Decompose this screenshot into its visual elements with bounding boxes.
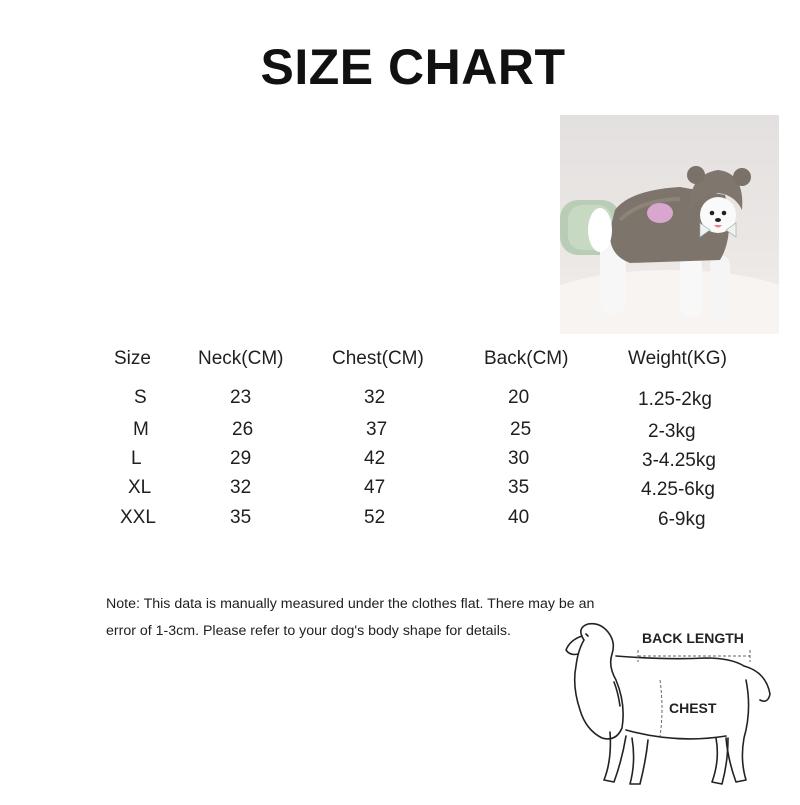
- table-cell: 1.25-2kg: [638, 389, 712, 410]
- table-cell: 2-3kg: [648, 421, 696, 442]
- header-chest: Chest(CM): [332, 348, 424, 369]
- header-neck: Neck(CM): [198, 348, 284, 369]
- table-cell: 35: [230, 507, 252, 528]
- table-cell: 3-4.25kg: [642, 450, 716, 471]
- table-cell: 25: [510, 419, 532, 440]
- table-cell: 37: [366, 419, 388, 440]
- table-cell: M: [133, 419, 149, 440]
- table-cell: 30: [508, 448, 530, 469]
- table-cell: 35: [508, 477, 530, 498]
- table-cell: 23: [230, 387, 252, 408]
- table-cell: XXL: [120, 507, 156, 528]
- header-weight: Weight(KG): [628, 348, 727, 369]
- note-line-1: Note: This data is manually measured under the clothes flat. There may be an: [106, 596, 595, 612]
- back-length-label: BACK LENGTH: [642, 630, 744, 646]
- page-title: SIZE CHART: [260, 39, 566, 95]
- table-cell: 32: [364, 387, 386, 408]
- table-cell: 52: [364, 507, 386, 528]
- table-cell: 4.25-6kg: [641, 479, 715, 500]
- note-line-2: error of 1-3cm. Please refer to your dog's body shape for details.: [106, 623, 511, 639]
- table-cell: 29: [230, 448, 252, 469]
- header-size: Size: [114, 348, 151, 369]
- table-cell: 42: [364, 448, 386, 469]
- table-cell: XL: [128, 477, 152, 498]
- table-cell: 32: [230, 477, 252, 498]
- chest-label: CHEST: [669, 700, 717, 716]
- table-cell: 47: [364, 477, 386, 498]
- table-cell: 20: [508, 387, 530, 408]
- table-cell: 40: [508, 507, 530, 528]
- table-cell: L: [131, 448, 142, 469]
- table-cell: S: [134, 387, 147, 408]
- table-cell: 6-9kg: [658, 509, 706, 530]
- table-cell: 26: [232, 419, 254, 440]
- header-back: Back(CM): [484, 348, 569, 369]
- measurement-diagram: [556, 620, 800, 800]
